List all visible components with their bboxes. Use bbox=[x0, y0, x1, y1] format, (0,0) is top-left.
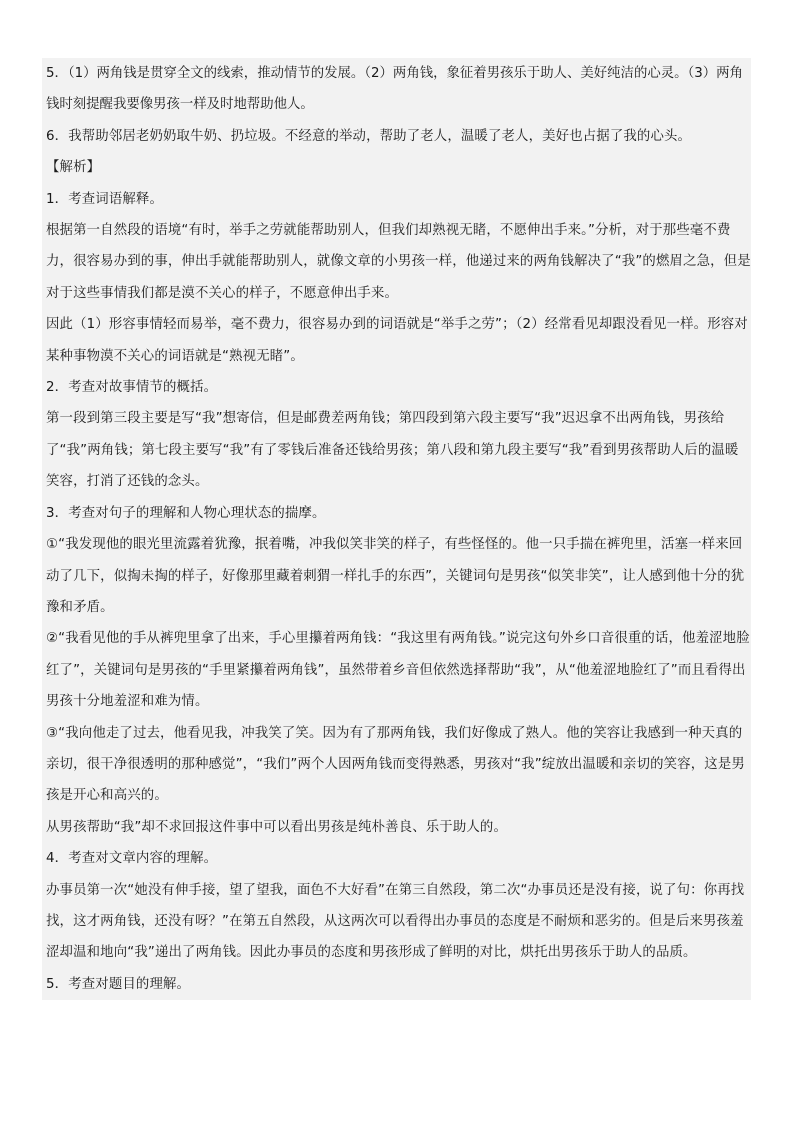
analysis-3-item-1: ①“我发现他的眼光里流露着犹豫，抿着嘴，冲我似笑非笑的样子，有些怪怪的。他一只手揣在裤兜里，活塞一样来回动了几下，似掏未掏的样子，好像那里藏着刺猬一样扎手的东西”，关键词句是男孩“似笑非笑”，让人感到他十分的犹豫和矛盾。 bbox=[42, 529, 751, 623]
analysis-2-body: 第一段到第三段主要是写“我”想寄信，但是邮费差两角钱；第四段到第六段主要写“我”迟迟拿不出两角钱，男孩给了“我”两角钱；第七段主要写“我”有了零钱后准备还钱给男孩；第八段和第九段主要写“我”看到男孩帮助人后的温暖笑容，打消了还钱的念头。 bbox=[42, 403, 751, 497]
answer-6: 6．我帮助邻居老奶奶取牛奶、扔垃圾。不经意的举动，帮助了老人，温暖了老人，美好也占据了我的心头。 bbox=[42, 121, 751, 152]
analysis-3-item-3: ③“我向他走了过去，他看见我，冲我笑了笑。因为有了那两角钱，我们好像成了熟人。他的笑容让我感到一种天真的亲切，很干净很透明的那种感觉”，“我们”两个人因两角钱而变得熟悉，男孩对“我”绽放出温暖和亲切的笑容，这是男孩是开心和高兴的。 bbox=[42, 718, 751, 812]
analysis-1-body: 根据第一自然段的语境“有时，举手之劳就能帮助别人，但我们却熟视无睹，不愿伸出手来。”分析，对于那些毫不费力，很容易办到的事，伸出手就能帮助别人，就像文章的小男孩一样，他递过来的两角钱解决了“我”的燃眉之急，但是对于这些事情我们都是漠不关心的样子，不愿意伸出手来。 bbox=[42, 215, 751, 309]
analysis-heading: 【解析】 bbox=[42, 152, 751, 183]
analysis-2-title: 2．考查对故事情节的概括。 bbox=[42, 372, 751, 403]
analysis-4-body: 办事员第一次“她没有伸手接，望了望我，面色不大好看”在第三自然段，第二次“办事员还是没有接，说了句：你再找找，这才两角钱，还没有呀？”在第五自然段，从这两次可以看得出办事员的态度是不耐烦和恶劣的。但是后来男孩羞涩却温和地向“我”递出了两角钱。因此办事员的态度和男孩形成了鲜明的对比，烘托出男孩乐于助人的品质。 bbox=[42, 875, 751, 969]
analysis-3-summary: 从男孩帮助“我”却不求回报这件事中可以看出男孩是纯朴善良、乐于助人的。 bbox=[42, 812, 751, 843]
document-body bbox=[42, 58, 751, 1000]
analysis-3-title: 3．考查对句子的理解和人物心理状态的揣摩。 bbox=[42, 498, 751, 529]
analysis-5-title: 5．考查对题目的理解。 bbox=[42, 969, 751, 1000]
analysis-3-item-2: ②“我看见他的手从裤兜里拿了出来，手心里攥着两角钱：“我这里有两角钱。”说完这句外乡口音很重的话，他羞涩地脸红了”，关键词句是男孩的“手里紧攥着两角钱”，虽然带着乡音但依然选择帮助“我”，从“他羞涩地脸红了”而且看得出男孩十分地羞涩和难为情。 bbox=[42, 623, 751, 717]
analysis-1-title: 1．考查词语解释。 bbox=[42, 184, 751, 215]
analysis-4-title: 4．考查对文章内容的理解。 bbox=[42, 843, 751, 874]
analysis-1-conclusion: 因此（1）形容事情轻而易举，毫不费力，很容易办到的词语就是“举手之劳”；（2）经常看见却跟没看见一样。形容对某种事物漠不关心的词语就是“熟视无睹”。 bbox=[42, 309, 751, 372]
answer-5: 5．（1）两角钱是贯穿全文的线索，推动情节的发展。（2）两角钱，象征着男孩乐于助人、美好纯洁的心灵。（3）两角钱时刻提醒我要像男孩一样及时地帮助他人。 bbox=[42, 58, 751, 121]
